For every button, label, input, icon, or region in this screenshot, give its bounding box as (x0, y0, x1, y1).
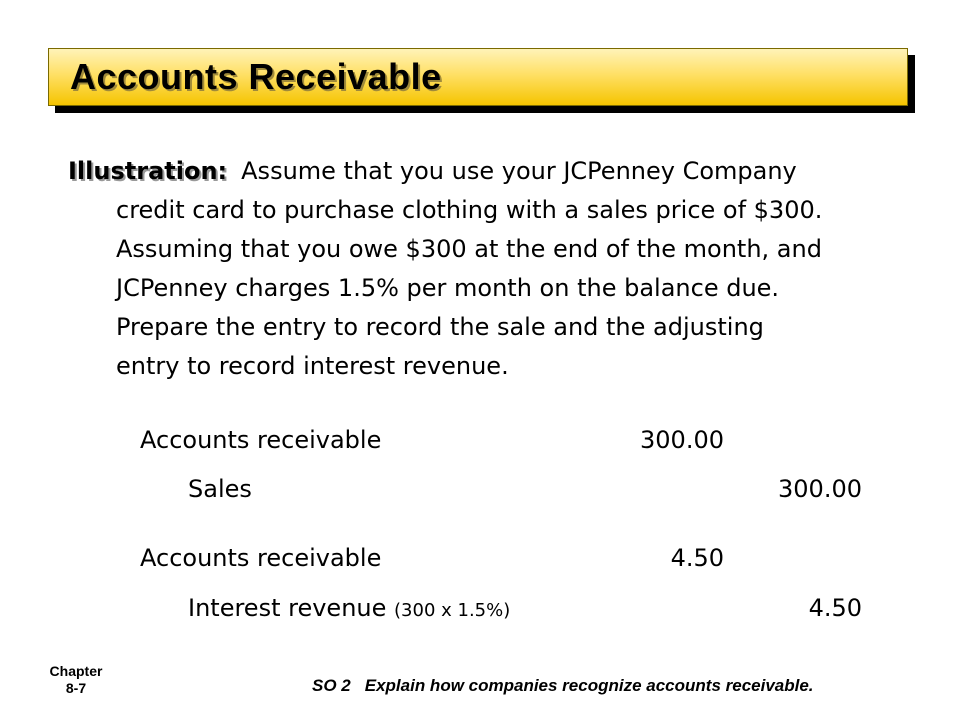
study-objective-text: Explain how companies recognize accounts receivable. (364, 676, 814, 695)
slide-title: Accounts Receivable (70, 56, 442, 97)
chapter-number: 8-7 (65, 680, 87, 696)
chapter-label: Chapter (49, 663, 103, 679)
entry-2-credit-amount: 4.50 (808, 594, 862, 622)
illustration-line-5: Prepare the entry to record the sale and the adjusting (116, 313, 764, 341)
study-objective-code: SO 2 (312, 676, 351, 695)
entry-2-debit-account: Accounts receivable (140, 544, 382, 572)
entry-2-credit-account-name: Interest revenue (188, 594, 387, 622)
entry-2-credit-note: (300 x 1.5%) (394, 600, 511, 621)
entry-1-debit-amount: 300.00 (640, 426, 724, 454)
illustration-line-6: entry to record interest revenue. (116, 352, 509, 380)
entry-1-credit-account: Sales (188, 475, 252, 503)
entry-2-debit-amount: 4.50 (670, 544, 724, 572)
illustration-line-1: Illustration: Assume that you use your JCPenney Company (68, 157, 797, 185)
illustration-paragraph (68, 152, 938, 386)
entry-1-debit-account: Accounts receivable (140, 426, 382, 454)
chapter-badge (40, 663, 112, 697)
illustration-line-2: credit card to purchase clothing with a sales price of $300. (116, 196, 823, 224)
illustration-line-3: Assuming that you owe $300 at the end of the month, and (116, 235, 822, 263)
illustration-line-4: JCPenney charges 1.5% per month on the balance due. (116, 274, 780, 302)
study-objective (312, 676, 814, 696)
entry-1-credit-amount: 300.00 (778, 475, 862, 503)
entry-2-credit-account (188, 592, 510, 627)
illustration-label: Illustration: (68, 157, 228, 185)
